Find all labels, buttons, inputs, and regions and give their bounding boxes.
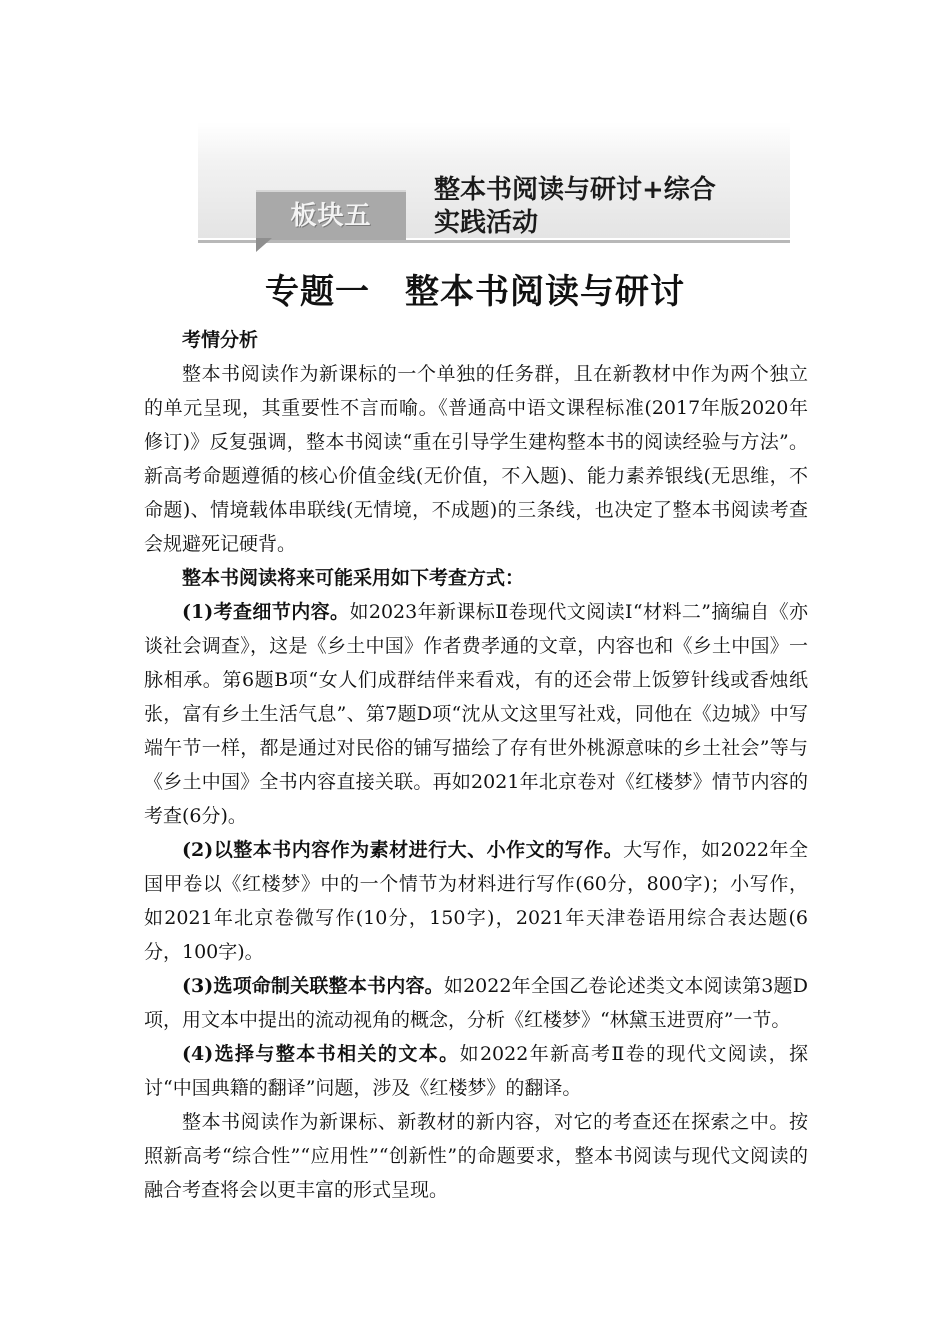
closing-paragraph: 整本书阅读作为新课标、新教材的新内容，对它的考查还在探索之中。按照新高考“综合性”“应用性”“创新性”的命题要求，整本书阅读与现代文阅读的融合考查将会以更丰富的形式呈现。 xyxy=(144,1111,808,1201)
banner-title-line1: 整本书阅读与研讨+综合 xyxy=(434,175,716,205)
method-item-lead: (3)选项命制关联整本书内容。 xyxy=(182,975,444,997)
method-item-text: 如2022年全国乙卷论述类文本阅读第3题D项，用文本中提出的流动视角的概念，分析《红楼梦》“林黛玉进贾府”一节。 xyxy=(144,975,808,1031)
banner-title xyxy=(434,174,774,240)
method-item-lead: (2)以整本书内容作为素材进行大、小作文的写作。 xyxy=(182,839,624,861)
page-title: 专题一 整本书阅读与研讨 xyxy=(265,272,685,312)
method-item-text: 大写作，如2022年全国甲卷以《红楼梦》中的一个情节为材料进行写作(60分，800字)；小写作，如2021年北京卷微写作(10分，150字)，2021年天津卷语用综合表达题(6分，100字)。 xyxy=(144,839,808,963)
block-label-tag xyxy=(256,190,406,240)
method-item-lead: (1)考查细节内容。 xyxy=(182,601,350,623)
analysis-paragraph: 整本书阅读作为新课标的一个单独的任务群，且在新教材中作为两个独立的单元呈现，其重要性不言而喻。《普通高中语文课程标准(2017年版2020年修订)》反复强调，整本书阅读“重在引导学生建构整本书的阅读经验与方法”。新高考命题遵循的核心价值金线(无价值，不入题)、能力素养银线(无思维，不命题)、情境载体串联线(无情境，不成题)的三条线，也决定了整本书阅读考查会规避死记硬背。 xyxy=(144,363,808,555)
section-banner xyxy=(198,122,790,244)
method-item-2 xyxy=(144,833,808,969)
method-item-text: 如2023年新课标Ⅱ卷现代文阅读Ⅰ“材料二”摘编自《亦谈社会调查》，这是《乡土中国》作者费孝通的文章，内容也和《乡土中国》一脉相承。第6题B项“女人们成群结伴来看戏，有的还会带上饭箩针线或香烛纸张，富有乡土生活气息”、第7题D项“沈从文这里写社戏，同他在《边城》中写端午节一样，都是通过对民俗的铺写描绘了存有世外桃源意味的乡土社会”等与《乡土中国》全书内容直接关联。再如2021年北京卷对《红楼梦》情节内容的考查(6分)。 xyxy=(144,601,808,827)
banner-divider xyxy=(198,240,790,243)
document-body xyxy=(144,323,808,1207)
method-item-1 xyxy=(144,595,808,833)
banner-title-line2: 实践活动 xyxy=(434,208,539,238)
section-heading-analysis: 考情分析 xyxy=(182,329,259,351)
method-item-text: 如2022年新高考Ⅱ卷的现代文阅读，探讨“中国典籍的翻译”问题，涉及《红楼梦》的翻译。 xyxy=(144,1043,809,1099)
section-heading-methods: 整本书阅读将来可能采用如下考查方式： xyxy=(182,567,525,589)
method-item-lead: (4)选择与整本书相关的文本。 xyxy=(182,1043,460,1065)
block-tag-tail-icon xyxy=(256,238,272,252)
block-label: 板块五 xyxy=(290,201,372,231)
method-item-3 xyxy=(144,969,808,1037)
method-item-4 xyxy=(144,1037,808,1105)
